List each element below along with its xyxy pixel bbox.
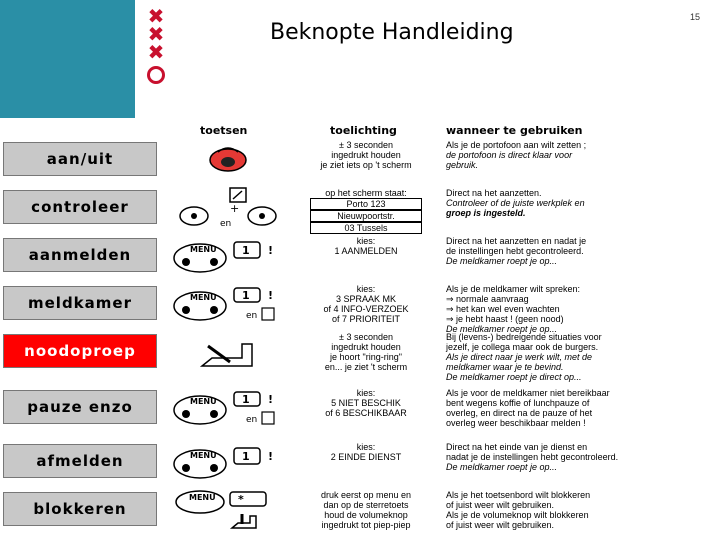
logo-x-icon: ✖: [147, 22, 165, 46]
menu-key-icon: [172, 440, 284, 482]
svg-text:MENU: MENU: [190, 397, 217, 406]
row-label: meldkamer: [3, 286, 157, 320]
row-wanneer: Als je het toetsenbord wilt blokkeren of juist weer wilt gebruiken. Als je de volumeknop wilt blokkeren of juist weer wilt gebruiken.: [446, 490, 591, 530]
row-wanneer: Als je voor de meldkamer niet bereikbaar bent wegens koffie of lunchpauze of overleg, en direct na de pauze of het overleg weer beschikbaar melden !: [446, 388, 610, 428]
logo-c-icon: [147, 66, 165, 84]
svg-text:MENU: MENU: [190, 245, 217, 254]
svg-text:1: 1: [242, 450, 250, 463]
svg-text:!: !: [268, 393, 274, 406]
column-header-wanneer: wanneer te gebruiken: [446, 124, 583, 137]
row-toelichting: druk eerst op menu en dan op de sterretoets houd de volumeknop ingedrukt tot piep-piep: [320, 490, 412, 530]
svg-text:!: !: [268, 450, 274, 463]
row-wanneer: Direct na het aanzetten. Controleer of de juiste werkplek en groep is ingesteld.: [446, 188, 585, 218]
table-row: [0, 184, 720, 233]
row-label: pauze enzo: [3, 390, 157, 424]
menu-key-icon: [172, 234, 284, 276]
table-row: [0, 280, 720, 334]
column-header-toetsen: toetsen: [200, 124, 248, 137]
table-row: [0, 438, 720, 484]
row-toelichting: kies: 5 NIET BESCHIK of 6 BESCHIKBAAR: [325, 388, 407, 418]
row-toelichting: kies: 3 SPRAAK MK of 4 INFO-VERZOEK of 7 PRIORITEIT: [323, 284, 409, 324]
table-row: [0, 328, 720, 382]
table-row: [0, 486, 720, 532]
emergency-button-icon: [172, 330, 284, 372]
column-header-toelichting: toelichting: [330, 124, 397, 137]
row-label: afmelden: [3, 444, 157, 478]
menu-key-icon: [172, 282, 284, 324]
svg-text:1: 1: [242, 393, 250, 406]
lock-keys-icon: [172, 488, 284, 530]
page-title: Beknopte Handleiding: [270, 20, 514, 45]
nav-pad-icon: [172, 186, 284, 228]
svg-text:!: !: [268, 244, 274, 257]
title-box: [177, 0, 720, 118]
table-row: [0, 384, 720, 430]
svg-text:en: en: [246, 311, 258, 321]
svg-text:1: 1: [242, 244, 250, 257]
row-wanneer: Als je de meldkamer wilt spreken: ⇒ normale aanvraag ⇒ het kan wel even wachten ⇒ je hebt haast ! (geen nood) De meldkamer roept je op...: [446, 284, 581, 334]
power-button-icon: [172, 138, 284, 180]
table-row: [0, 232, 720, 278]
svg-text:MENU: MENU: [190, 451, 217, 460]
svg-text:en: en: [246, 415, 258, 425]
row-label: aanmelden: [3, 238, 157, 272]
svg-text:MENU: MENU: [190, 293, 217, 302]
row-wanneer: Bij (levens-) bedreigende situaties voor jezelf, je collega maar ook de burgers. Als je direct naar je werk wilt, met de meldkamer waar je te bevind. De meldkamer roept je direct op...: [446, 332, 602, 382]
svg-text:1: 1: [242, 289, 250, 302]
row-toelichting: kies: 2 EINDE DIENST: [330, 442, 402, 462]
row-toelichting: kies: 1 AANMELDEN: [334, 236, 398, 256]
row-wanneer: Direct na het einde van je dienst en nadat je de instellingen hebt gecontroleerd. De meldkamer roept je op...: [446, 442, 619, 472]
logo-x-icon: ✖: [147, 4, 165, 28]
row-toelichting: ± 3 seconden ingedrukt houden je hoort "ring-ring" en... je ziet 't scherm: [324, 332, 408, 372]
table-row: [0, 136, 720, 182]
svg-text:+: +: [230, 202, 240, 215]
row-toelichting: ± 3 seconden ingedrukt houden je ziet iets op 't scherm: [320, 140, 412, 170]
svg-text:*: *: [238, 493, 244, 506]
svg-text:MENU: MENU: [189, 493, 216, 502]
row-label: aan/uit: [3, 142, 157, 176]
row-toelichting: op het scherm staat: Porto 123 Nieuwpoortstr. 03 Tussels: [296, 188, 436, 234]
row-wanneer: Als je de portofoon aan wilt zetten ; de portofoon is direct klaar voor gebruik.: [446, 140, 587, 170]
menu-key-icon: [172, 386, 284, 428]
row-label: blokkeren: [3, 492, 157, 526]
row-wanneer: Direct na het aanzetten en nadat je de instellingen hebt gecontroleerd. De meldkamer roept je op...: [446, 236, 587, 266]
row-label: controleer: [3, 190, 157, 224]
svg-text:en: en: [220, 219, 232, 228]
logo-x-icon: ✖: [147, 40, 165, 64]
row-label: noodoproep: [3, 334, 157, 368]
page-number: 15: [690, 12, 701, 22]
svg-text:!: !: [268, 289, 274, 302]
